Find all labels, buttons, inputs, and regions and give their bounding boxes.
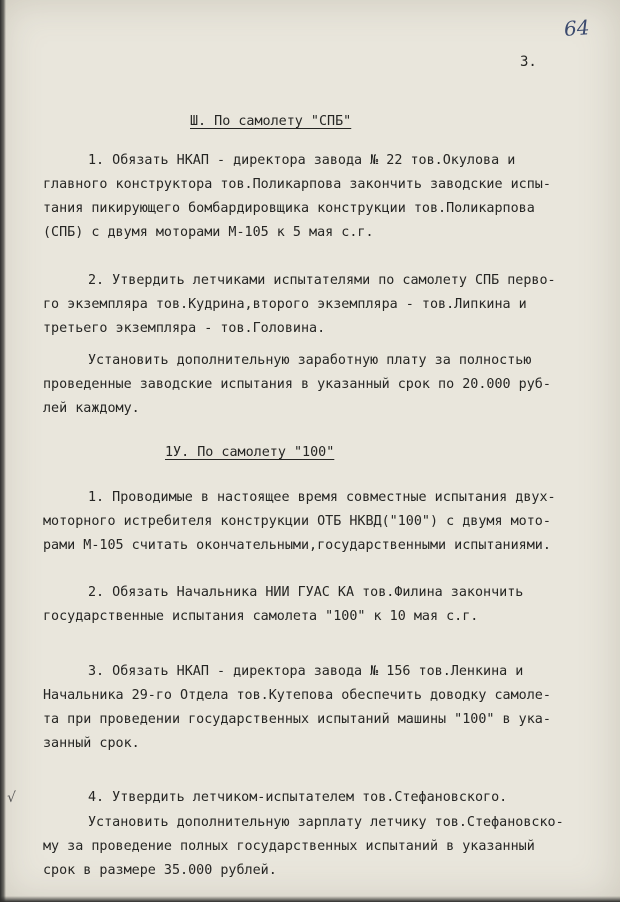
section-4-line: 4. Утвердить летчиком-испытателем тов.Стефановского. [88,790,508,805]
archive-folio-number: 64 [563,15,591,41]
section-4-line: 3. Обязать НКАП - директора завода № 156 тов.Ленкина и [88,664,524,679]
section-3-line: проведенные заводские испытания в указанный срок по 20.000 руб- [43,377,551,392]
section-3-line: го экземпляра тов.Кудрина,второго экземпляра - тов.Липкина и [43,297,527,312]
section-4-line: 2. Обязать Начальника НИИ ГУАС КА тов.Филина закончить [88,585,524,600]
section-4-line: моторного истребителя конструкции ОТБ НКВД("100") с двумя мото- [43,514,551,529]
section-4-line: государственные испытания самолета "100" к 10 мая с.г. [43,609,479,624]
section-3-line: Установить дополнительную заработную плату за полностью [88,353,532,368]
scan-edge-bottom [0,896,620,902]
section-4-line: срок в размере 35.000 рублей. [43,863,277,878]
section-3-line: главного конструктора тов.Поликарпова закончить заводские испы- [43,177,551,192]
section-3-line: лей каждому. [43,401,140,416]
section-4-line: та при проведении государственных испытаний машины "100" в ука- [43,712,551,727]
section-3-line: 1. Обязать НКАП - директора завода № 22 тов.Окулова и [88,153,516,168]
section-3-line: 2. Утвердить летчиками испытателями по самолету СПБ перво- [88,273,556,288]
section-3-line: (СПБ) с двумя моторами М-105 к 5 мая с.г. [43,225,374,240]
margin-check-mark: √ [7,790,16,806]
section-4-line: му за проведение полных государственных испытаний в указанный [43,839,535,854]
page-number: 3. [520,54,537,70]
section-4-line: Начальника 29-го Отдела тов.Кутепова обеспечить доводку самоле- [43,688,551,703]
section-3-line: тания пикирующего бомбардировщика конструкции тов.Поликарпова [43,201,535,216]
section-4-line: занный срок. [43,736,140,751]
section-4-line: рами М-105 считать окончательными,государственными испытаниями. [43,538,551,553]
scan-edge-left [0,0,6,902]
section-3-line: третьего экземпляра - тов.Головина. [43,321,326,336]
section-3-heading: Ш. По самолету "СПБ" [190,114,352,129]
section-4-heading: 1У. По самолету "100" [165,445,335,460]
section-4-line: 1. Проводимые в настоящее время совместные испытания двух- [88,490,556,505]
section-4-line: Установить дополнительную зарплату летчику тов.Стефановско- [88,815,564,830]
